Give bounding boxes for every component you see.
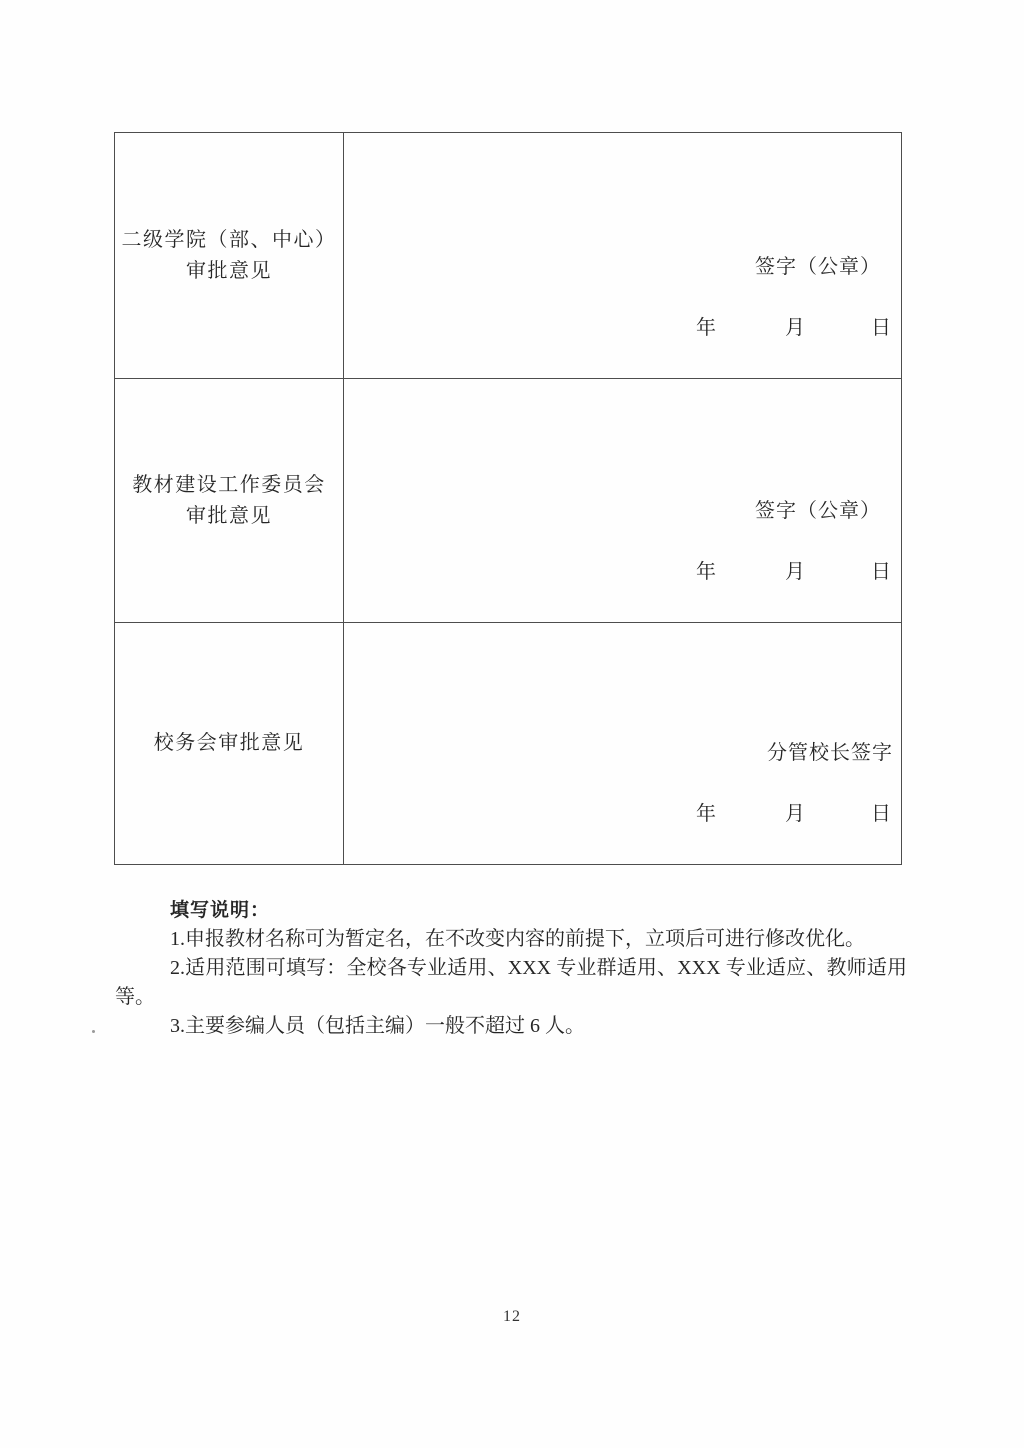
row-label-school-council [115, 623, 344, 864]
page-number: 12 [503, 1308, 521, 1325]
scan-artifact [92, 1030, 95, 1033]
approval-content-cell [344, 379, 901, 622]
table-row-college-approval [115, 133, 901, 379]
table-row-committee-approval [115, 379, 901, 623]
note-item-3: 3.主要参编人员（包括主编）一般不超过 6 人。 [170, 1015, 585, 1037]
row-label-college [115, 133, 344, 378]
approval-content-cell [344, 623, 901, 864]
row-label-committee [115, 379, 344, 622]
row-label-line: 审批意见 [186, 504, 272, 527]
approval-table [114, 132, 902, 865]
date-day-label: 日 [871, 803, 891, 825]
date-line [696, 797, 891, 826]
signature-label: 分管校长签字 [767, 742, 893, 764]
date-year-label: 年 [696, 317, 716, 339]
date-month-label: 月 [785, 317, 805, 339]
row-label-line: 二级学院（部、中心） [121, 228, 337, 251]
date-day-label: 日 [871, 317, 891, 339]
date-day-label: 日 [871, 561, 891, 583]
date-month-label: 月 [785, 561, 805, 583]
approval-content-cell [344, 133, 901, 378]
row-label-line: 教材建设工作委员会 [132, 473, 326, 496]
date-year-label: 年 [696, 561, 716, 583]
notes-section [115, 896, 907, 1041]
date-line [696, 555, 891, 584]
table-row-school-council-approval [115, 623, 901, 864]
date-month-label: 月 [785, 803, 805, 825]
signature-label: 签字（公章） [755, 500, 881, 522]
note-item-2: 2.适用范围可填写：全校各专业适用、XXX 专业群适用、XXX 专业适应、教师适用等。 [115, 957, 907, 1008]
signature-label: 签字（公章） [755, 256, 881, 278]
row-label-line: 校务会审批意见 [153, 732, 305, 754]
date-line [696, 311, 891, 340]
row-label-line: 审批意见 [186, 259, 272, 282]
date-year-label: 年 [696, 803, 716, 825]
notes-heading: 填写说明： [170, 900, 271, 921]
note-item-1: 1.申报教材名称可为暂定名，在不改变内容的前提下，立项后可进行修改优化。 [170, 928, 865, 950]
